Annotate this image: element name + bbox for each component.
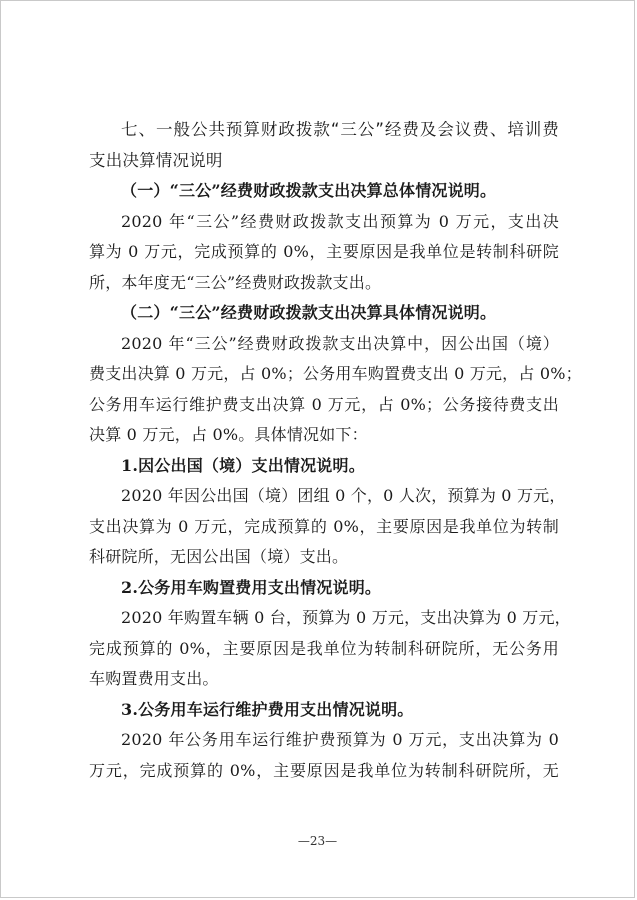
paragraph-line: 完成预算的 0%，主要原因是我单位为转制科研院所，无公务用 xyxy=(89,638,559,658)
paragraph-line: 支出决算为 0 万元，完成预算的 0%，主要原因是我单位为转制 xyxy=(89,516,559,536)
section-heading-line-2: 支出决算情况说明 xyxy=(89,150,223,170)
page-number: —23— xyxy=(297,834,338,848)
paragraph-line: 2020 年因公出国（境）团组 0 个，0 人次，预算为 0 万元， xyxy=(121,486,566,505)
section-heading-line-1: 七、一般公共预算财政拨款“三公”经费及会议费、培训费 xyxy=(121,120,559,139)
paragraph-line: 2020 年“三公”经费财政拨款支出预算为 0 万元，支出决 xyxy=(121,211,559,231)
paragraph-line: 决算 0 万元，占 0%。具体情况如下： xyxy=(89,425,368,444)
paragraph-line: 费支出决算 0 万元，占 0%；公务用车购置费支出 0 万元，占 0%； xyxy=(89,364,582,383)
subheading-vehicle-purchase: 2.公务用车购置费用支出情况说明。 xyxy=(121,577,382,597)
subheading-overseas: 1.因公出国（境）支出情况说明。 xyxy=(121,455,365,475)
paragraph-line: 2020 年“三公”经费财政拨款支出决算中，因公出国（境） xyxy=(121,333,559,353)
subheading-vehicle-maintenance: 3.公务用车运行维护费用支出情况说明。 xyxy=(121,699,414,719)
paragraph-line: 公务用车运行维护费支出决算 0 万元，占 0%；公务接待费支出 xyxy=(89,394,559,414)
paragraph-line: 所，本年度无“三公”经费财政拨款支出。 xyxy=(89,272,382,292)
paragraph-line: 2020 年购置车辆 0 台，预算为 0 万元，支出决算为 0 万元， xyxy=(121,608,571,627)
paragraph-line: 算为 0 万元，完成预算的 0%，主要原因是我单位是转制科研院 xyxy=(89,242,559,261)
paragraph-line: 科研院所，无因公出国（境）支出。 xyxy=(89,547,349,566)
paragraph-line: 车购置费用支出。 xyxy=(89,669,219,688)
paragraph-line: 万元，完成预算的 0%，主要原因是我单位为转制科研院所，无 xyxy=(89,760,559,780)
document-body xyxy=(89,115,582,786)
subheading-detail: （二）“三公”经费财政拨款支出决算具体情况说明。 xyxy=(121,303,497,322)
paragraph-line: 2020 年公务用车运行维护费预算为 0 万元，支出决算为 0 xyxy=(121,730,559,749)
subheading-overall: （一）“三公”经费财政拨款支出决算总体情况说明。 xyxy=(121,181,497,200)
